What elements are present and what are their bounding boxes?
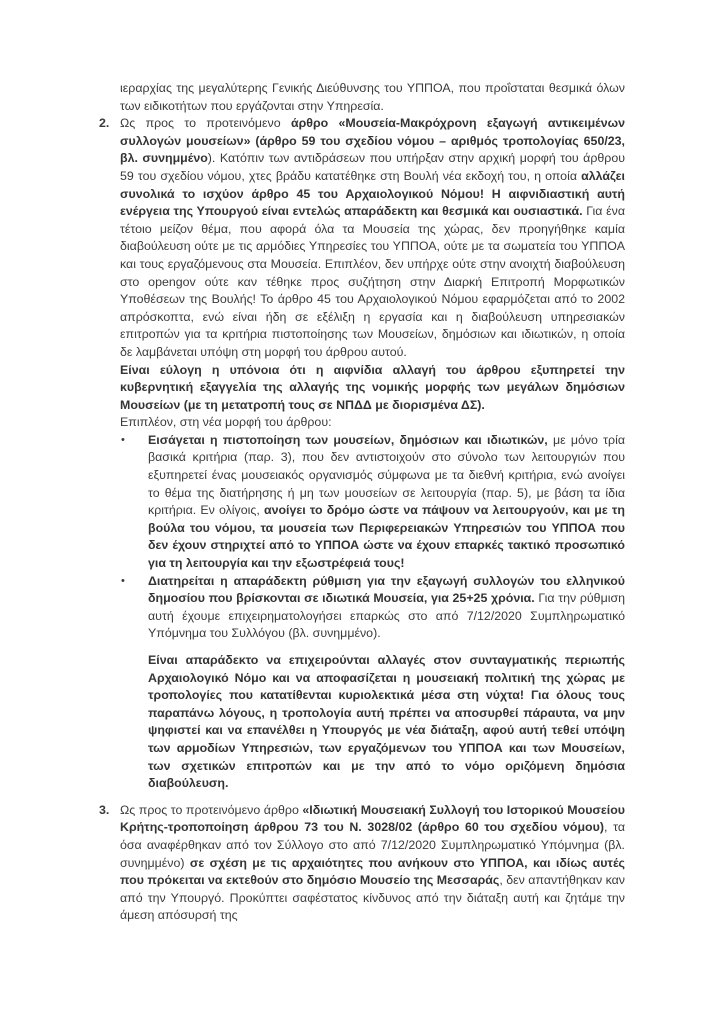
text-run: Είναι εύλογη η υπόνοια ότι η αιφνίδια αλλαγή του άρθρου εξυπηρετεί την κυβερνητική εξαγγελία της αλλαγής της νομικής μορφής των μεγάλων δημόσιων Μουσείων (με τη μετατροπή τους σε ΝΠΔΔ με διορισμένα ΔΣ). xyxy=(120,362,625,412)
document-body xyxy=(99,80,626,925)
text-run: Ως προς το προτεινόμενο άρθρο xyxy=(120,802,303,817)
bullet-marker: • xyxy=(121,433,125,446)
paragraph xyxy=(120,414,625,432)
list-number-marker: 2. xyxy=(99,116,110,131)
list-number-marker: 3. xyxy=(99,802,110,817)
text-run: Είναι απαράδεκτο να επιχειρούνται αλλαγές στον συνταγματικής περιωπής Αρχαιολογικό Νόμο και να αποφασίζεται η μουσειακή πολιτική της χώρας με τροπολογίες που κατατίθενται κυριολεκτικά μέσα στη νύχτα! Για όλους τους παραπάνω λόγους, η τροπολογία αυτή πρέπει να αποσυρθεί πάραυτα, να μην ψηφιστεί και να επανέλθει η Υπουργός με νέα διάταξη, αφού αυτή τεθεί υπόψη των αρμοδίων Υπηρεσιών, των εργαζόμενων του ΥΠΠΟΑ και των Μουσείων, των σχετικών επιτροπών και με την από το νόμο οριζόμενη δημόσια διαβούλευση. xyxy=(148,653,625,791)
text-run: άρθρο «Μουσεία-Μακρόχρονη εξαγωγή αντικειμένων συλλογών μουσείων» (άρθρο 59 του σχεδίου νόμου – αριθμός τροπολογίας 650/23, βλ. συνημμένο xyxy=(120,116,625,166)
text-run: , δεν απαντήθηκαν καν από την Υπουργό. Προκύπτει σαφέστατος κίνδυνος από την διάταξη αυτή και ζητάμε την άμεση απόσυρσή της xyxy=(120,873,626,923)
paragraph xyxy=(120,362,625,415)
text-run: ανοίγει το δρόμο ώστε να πάψουν να λειτουργούν, και με τη βούλα του νόμου, τα μουσεία των Περιφερειακών Υπηρεσιών του ΥΠΠΟΑ που δεν έχουν στηριχτεί από το ΥΠΠΟΑ ώστε να έχουν επαρκές τακτικό προσωπικό για τη λειτουργία και την εξωστρέφειά τους! xyxy=(148,503,625,571)
text-run: Επιπλέον, στη νέα μορφή του άρθρου: xyxy=(120,415,332,430)
text-run: , τα όσα αναφέρθηκαν από τον Σύλλογο στο από 7/12/2020 Συμπληρωματικό Υπόμνημα (βλ. συνημμένο) xyxy=(120,820,625,870)
paragraph xyxy=(120,80,625,115)
text-run: με μόνο τρία βασικά κριτήρια (παρ. 3), που δεν αντιστοιχούν στο σύνολο των λειτουργιών που εξυπηρετεί ένας μουσειακός οργανισμός σύμφωνα με τα διεθνή κριτήρια, ενώ ανοίγει το θέμα της διατήρησης ή μη των μουσείων σε λειτουργία (παρ. 5), με βάση τα ίδια κριτήρια. Εν ολίγοις, xyxy=(148,432,625,518)
text-run: Διατηρείται η απαράδεκτη ρύθμιση για την εξαγωγή συλλογών του ελληνικού δημοσίου που βρίσκονται σε ιδιωτικά Μουσεία, για 25+25 χρόνια. xyxy=(148,573,625,606)
numbered-item xyxy=(99,802,626,925)
text-run: Εισάγεται η πιστοποίηση των μουσείων, δημόσιων και ιδιωτικών, xyxy=(148,432,548,447)
text-run: Ως προς το προτεινόμενο xyxy=(120,116,291,131)
text-run: ). Κατόπιν των αντιδράσεων που υπήρξαν στην αρχική μορφή του άρθρου 59 του σχεδίου νόμου, χτες βράδυ κατατέθηκε στη Βουλή νέα εκδοχή του, η οποία xyxy=(120,151,625,183)
numbered-item xyxy=(99,115,625,361)
text-run: Για την ρύθμιση αυτή έχουμε επιχειρηματολογήσει επαρκώς στο από 7/12/2020 Συμπληρωματικό Υπόμνημα του Συλλόγου (βλ. συνημμένο). xyxy=(148,591,625,641)
text-run: «Ιδιωτική Μουσειακή Συλλογή του Ιστορικού Μουσείου Κρήτης-τροποποίηση άρθρου 73 του Ν. 3028/02 (άρθρο 60 του σχεδίου νόμου) xyxy=(120,802,625,835)
text-run: ιεραρχίας της μεγαλύτερης Γενικής Διεύθυνσης του ΥΠΠΟΑ, που προΐσταται θεσμικά όλων των ειδικοτήτων που εργάζονται στην Υπηρεσία. xyxy=(120,81,625,113)
text-run: αλλάζει συνολικά το ισχύον άρθρο 45 του Αρχαιολογικού Νόμου! Η αιφνιδιαστική αυτή ενέργεια της Υπουργού είναι εντελώς απαράδεκτη και θεσμικά και ουσιαστικά. xyxy=(120,168,625,219)
bullet-item xyxy=(120,573,625,643)
text-run: σε σχέση με τις αρχαιότητες που ανήκουν στο ΥΠΠΟΑ, και ιδίως αυτές που πρόκειται να εκτεθούν στο δημόσιο Μουσείο της Μεσσαράς xyxy=(120,855,625,888)
bullet-marker: • xyxy=(121,574,125,587)
paragraph xyxy=(148,652,625,793)
text-run: Για ένα τέτοιο μείζον θέμα, που αφορά όλα τα Μουσεία της χώρας, δεν προηγήθηκε καμία διαβούλευση ούτε με τις αρμόδιες Υπηρεσίες του ΥΠΠΟΑ, ούτε με τα σωματεία του ΥΠΠΟΑ και τους εργαζόμενους στα Μουσεία. Επιπλέον, δεν υπήρχε ούτε στην ανοιχτή διαβούλευση στο opengov ούτε καν τέθηκε προς συζήτηση στην Διαρκή Επιτροπή Μορφωτικών Υποθέσεων της Βουλής! Το άρθρο 45 του Αρχαιολογικού Νόμου εφαρμόζεται από το 2002 απρόσκοπτα, ενώ είναι ήδη σε εξέλιξη η εργασία και η διαβούλευση υπηρεσιακών επιτροπών για τα κριτήρια πιστοποίησης των Μουσείων, δημόσιων και ιδιωτικών, η οποία δε λαμβάνεται υπόψη στη μορφή του άρθρου αυτού. xyxy=(120,204,625,359)
bullet-item xyxy=(120,432,625,573)
